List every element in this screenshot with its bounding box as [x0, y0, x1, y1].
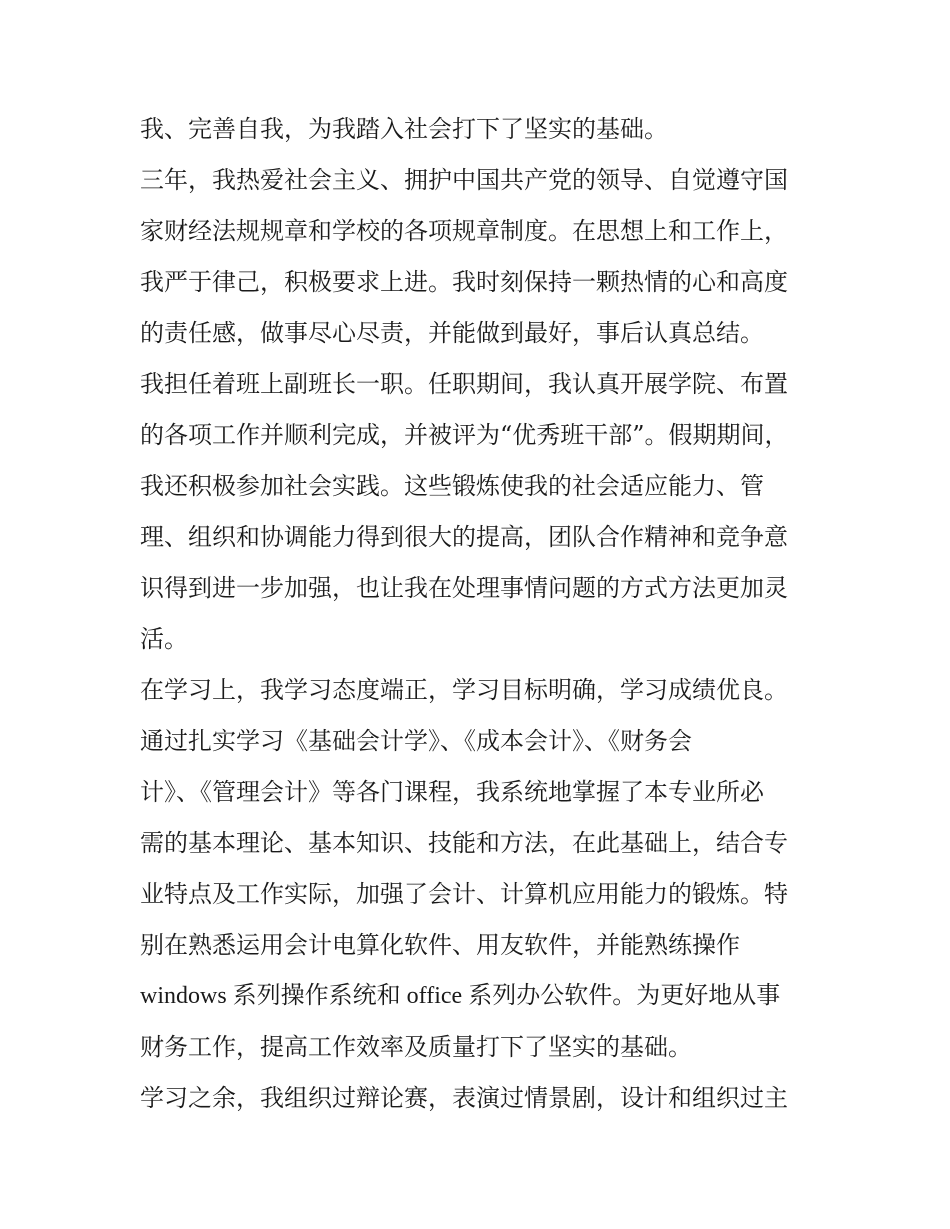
text-line: 别在熟悉运用会计电算化软件、用友软件，并能熟练操作 — [140, 931, 740, 959]
text-line: 计》、《管理会计》等各门课程，我系统地掌握了本专业所必 — [140, 778, 764, 806]
text-line: 的责任感，做事尽心尽责，并能做到最好，事后认真总结。 — [140, 319, 764, 347]
text-line: 理、组织和协调能力得到很大的提高，团队合作精神和竞争意 — [140, 523, 788, 551]
text-line: 财务工作，提高工作效率及质量打下了坚实的基础。 — [140, 1033, 692, 1061]
text-line: 家财经法规规章和学校的各项规章制度。在思想上和工作上， — [140, 217, 788, 245]
text-line: 在学习上，我学习态度端正，学习目标明确，学习成绩优良。 — [140, 676, 788, 704]
document-body — [140, 104, 820, 1124]
text-line: 我还积极参加社会实践。这些锻炼使我的社会适应能力、管 — [140, 472, 764, 500]
text-line: 通过扎实学习《基础会计学》、《成本会计》、《财务会 — [140, 727, 692, 755]
text-line: windows 系列操作系统和 office 系列办公软件。为更好地从事 — [140, 983, 781, 1009]
text-line: 三年，我热爱社会主义、拥护中国共产党的领导、自觉遵守国 — [140, 166, 788, 194]
text-line: 活。 — [140, 625, 188, 653]
text-line: 我担任着班上副班长一职。任职期间，我认真开展学院、布置 — [140, 370, 788, 398]
text-line: 学习之余，我组织过辩论赛，表演过情景剧，设计和组织过主 — [140, 1084, 788, 1112]
text-line: 我严于律己，积极要求上进。我时刻保持一颗热情的心和高度 — [140, 268, 788, 296]
text-line: 业特点及工作实际，加强了会计、计算机应用能力的锻炼。特 — [140, 880, 788, 908]
text-line: 需的基本理论、基本知识、技能和方法，在此基础上，结合专 — [140, 829, 788, 857]
text-line: 的各项工作并顺利完成，并被评为“优秀班干部”。假期期间， — [140, 421, 789, 449]
text-line: 识得到进一步加强，也让我在处理事情问题的方式方法更加灵 — [140, 574, 788, 602]
text-line: 我、完善自我，为我踏入社会打下了坚实的基础。 — [140, 115, 668, 143]
